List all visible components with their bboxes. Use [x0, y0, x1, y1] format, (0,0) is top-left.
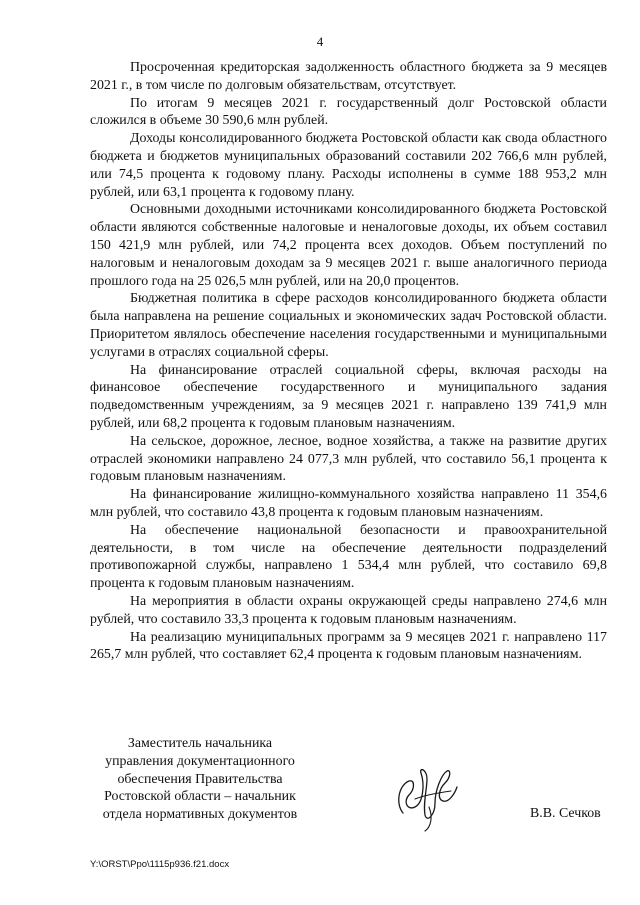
paragraph-budget-policy: Бюджетная политика в сфере расходов консолидированного бюджета области была направлена на решение социальных и экономических задач Ростовской области. Приоритетом являлось обеспечение населения государственными и муниципальными услугами в отраслях социальной сферы.	[90, 291, 607, 360]
paragraph-housing: На финансирование жилищно-коммунального хозяйства направлено 11 354,6 млн рублей, что составило 43,8 процента к годовым плановым назначениям.	[90, 487, 607, 520]
signatory-title-line: Заместитель начальника	[127, 736, 273, 751]
file-path-footer: Y:\ORST\Ppo\1115p936.f21.docx	[90, 859, 230, 870]
handwritten-signature	[385, 755, 465, 835]
paragraph-consolidated-revenue: Доходы консолидированного бюджета Ростовской области как свода областного бюджета и бюджетов муниципальных образований составили 202 766,6 млн рублей, или 74,5 процента к годовому плану. Расходы исполнены в сумме 188 953,2 млн рублей, или 63,1 процента к годовому плану.	[90, 131, 607, 200]
paragraph-municipal-programs: На реализацию муниципальных программ за 9 месяцев 2021 г. направлено 117 265,7 млн рублей, что составляет 62,4 процента к годовым плановым назначениям.	[90, 629, 607, 663]
signatory-title-line: Ростовской области – начальник	[104, 789, 296, 805]
paragraph-overdue-debt: Просроченная кредиторская задолженность областного бюджета за 9 месяцев 2021 г., в том числе по долговым обязательствам, отсутствует.	[90, 60, 607, 93]
signatory-title	[90, 735, 310, 824]
page-number: 4	[316, 34, 324, 49]
paragraph-own-revenue: Основными доходными источниками консолидированного бюджета Ростовской области являются собственные налоговые и неналоговые доходы, их объем составил 150 421,9 млн рублей, или 74,2 процента всех доходов. Объем поступлений по налоговым и неналоговым доходам за 9 месяцев 2021 г. выше аналогичного периода прошлого года на 25 026,5 млн рублей, или на 20,0 процентов.	[90, 202, 607, 289]
document-body	[90, 59, 607, 664]
paragraph-security: На обеспечение национальной безопасности и правоохранительной деятельности, в том числе на обеспечение деятельности подразделений противопожарной службы, направлено 1 534,4 млн рублей, что составило 69,8 процента к годовым плановым назначениям.	[90, 522, 607, 592]
signatory-name: В.В. Сечков	[530, 806, 601, 821]
paragraph-environment: На мероприятия в области охраны окружающей среды направлено 274,6 млн рублей, что составило 33,3 процента к годовым плановым назначениям.	[90, 593, 607, 627]
paragraph-social-sphere: На финансирование отраслей социальной сферы, включая расходы на финансовое обеспечение государственного и муниципального задания подведомственным учреждениям, за 9 месяцев 2021 г. направлено 139 741,9 млн рублей, или 68,2 процента к годовым плановым назначениям.	[90, 362, 607, 431]
paragraph-state-debt: По итогам 9 месяцев 2021 г. государственный долг Ростовской области сложился в объеме 30 590,6 млн рублей.	[90, 95, 607, 129]
signatory-title-line: обеспечения Правительства	[117, 771, 283, 787]
paragraph-economy: На сельское, дорожное, лесное, водное хозяйства, а также на развитие других отраслей экономики направлено 24 077,3 млн рублей, что составило 56,1 процента к годовым плановым назначениям.	[90, 433, 607, 485]
signatory-title-line: управления документационного	[105, 753, 295, 769]
signatory-title-line: отдела нормативных документов	[102, 807, 298, 823]
